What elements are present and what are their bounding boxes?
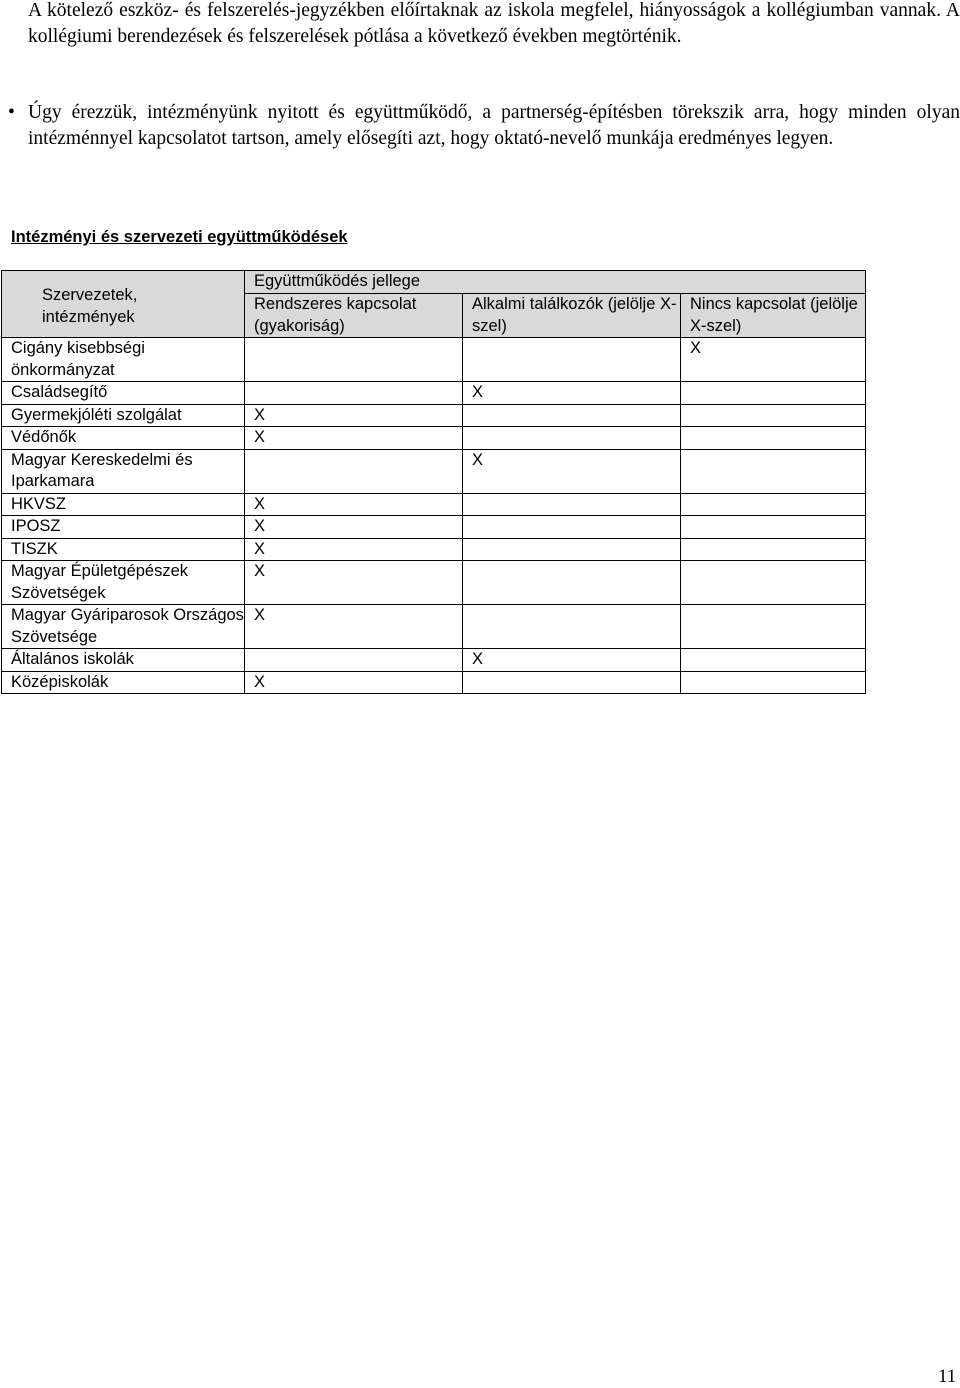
occasional-column-header: Alkalmi találkozók (jelölje X-szel) (463, 294, 681, 338)
org-cell: Gyermekjóléti szolgálat (2, 404, 245, 427)
partnership-paragraph: Úgy érezzük, intézményünk nyitott és együttműködő, a partnerség-építésben törekszik arra, hogy minden olyan intézménnyel kapcsolatot tartson, amely elősegíti azt, hogy oktató-nevelő munkája eredményes legyen. (28, 102, 960, 149)
occasional-cell (463, 493, 681, 516)
org-cell: IPOSZ (2, 516, 245, 539)
none-cell (681, 516, 866, 539)
table-row (2, 649, 866, 672)
table-row (2, 605, 866, 649)
regular-column-header: Rendszeres kapcsolat (gyakoriság) (245, 294, 463, 338)
table-row (2, 338, 866, 382)
table-row (2, 516, 866, 539)
occasional-cell: X (463, 382, 681, 405)
regular-cell: X (245, 671, 463, 694)
org-cell: Általános iskolák (2, 649, 245, 672)
table-header-row-1 (2, 271, 866, 294)
occasional-cell (463, 427, 681, 450)
occasional-cell (463, 516, 681, 539)
org-column-header: Szervezetek, intézmények (2, 271, 245, 338)
occasional-cell: X (463, 449, 681, 493)
org-cell: Cigány kisebbségi önkormányzat (2, 338, 245, 382)
none-cell (681, 605, 866, 649)
org-cell: Családsegítő (2, 382, 245, 405)
regular-cell: X (245, 493, 463, 516)
occasional-cell (463, 404, 681, 427)
regular-cell: X (245, 605, 463, 649)
occasional-cell (463, 538, 681, 561)
org-cell: HKVSZ (2, 493, 245, 516)
none-cell (681, 382, 866, 405)
org-cell: TISZK (2, 538, 245, 561)
cooperation-table (1, 270, 866, 694)
occasional-cell (463, 605, 681, 649)
occasional-cell (463, 338, 681, 382)
none-cell (681, 493, 866, 516)
org-cell: Középiskolák (2, 671, 245, 694)
none-cell: X (681, 338, 866, 382)
none-cell (681, 561, 866, 605)
table-body (2, 338, 866, 694)
table-row (2, 427, 866, 450)
occasional-cell: X (463, 649, 681, 672)
org-cell: Magyar Épületgépészek Szövetségek (2, 561, 245, 605)
intro-paragraph: A kötelező eszköz- és felszerelés-jegyzékben előírtaknak az iskola megfelel, hiányosságok a kollégiumban vannak. A kollégiumi berendezések és felszerelések pótlása a következő években megtörténik. (28, 0, 960, 47)
table-row (2, 404, 866, 427)
table-row (2, 382, 866, 405)
section-heading: Intézményi és szervezeti együttműködések (11, 228, 348, 246)
occasional-cell (463, 671, 681, 694)
regular-cell (245, 338, 463, 382)
none-cell (681, 671, 866, 694)
none-cell (681, 649, 866, 672)
regular-cell (245, 649, 463, 672)
regular-cell: X (245, 561, 463, 605)
bullet-marker: • (8, 102, 15, 123)
regular-cell: X (245, 538, 463, 561)
none-cell (681, 427, 866, 450)
table-row (2, 493, 866, 516)
none-cell (681, 449, 866, 493)
none-cell (681, 404, 866, 427)
table-row (2, 671, 866, 694)
regular-cell: X (245, 516, 463, 539)
regular-cell (245, 449, 463, 493)
regular-cell: X (245, 427, 463, 450)
occasional-cell (463, 561, 681, 605)
regular-cell (245, 382, 463, 405)
none-cell (681, 538, 866, 561)
org-cell: Védőnők (2, 427, 245, 450)
table-row (2, 538, 866, 561)
regular-cell: X (245, 404, 463, 427)
org-cell: Magyar Kereskedelmi és Iparkamara (2, 449, 245, 493)
none-column-header: Nincs kapcsolat (jelölje X-szel) (681, 294, 866, 338)
table-row (2, 449, 866, 493)
cooperation-type-header: Együttműködés jellege (245, 271, 866, 294)
page-number: 11 (938, 1366, 957, 1387)
org-cell: Magyar Gyáriparosok Országos Szövetsége (2, 605, 245, 649)
table-row (2, 561, 866, 605)
